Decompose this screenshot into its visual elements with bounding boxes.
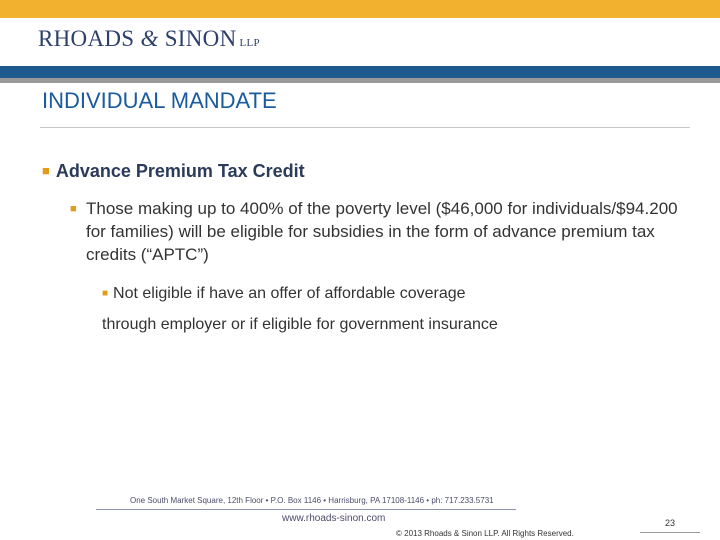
logo-word-sinon: SINON: [164, 26, 237, 51]
page-number-underline: [640, 532, 700, 533]
square-bullet-icon: ■: [102, 288, 109, 299]
bullet-2-text: Those making up to 400% of the poverty level ($46,000 for individuals/$94.200 for families) will be eligible for subsidies in the form of advance premium tax credits (“APTC”): [86, 199, 678, 264]
bullet-3-line-2: through employer or if eligible for government insurance: [102, 316, 498, 333]
header-band-gray: [0, 78, 720, 83]
company-logo: [38, 26, 260, 52]
footer-address: One South Market Square, 12th Floor • P.O. Box 1146 • Harrisburg, PA 17108-1146 • ph: 717.233.5731: [130, 496, 494, 505]
title-divider: [40, 127, 690, 128]
footer-website-link[interactable]: www.rhoads-sinon.com: [282, 513, 386, 524]
square-bullet-icon: ■: [70, 203, 77, 215]
footer-divider: [96, 509, 516, 510]
top-accent-bar: [0, 0, 720, 18]
page-number: 23: [665, 518, 676, 528]
logo-word-rhoads: RHOADS: [38, 26, 135, 51]
bullet-level-2: [70, 197, 700, 266]
bullet-level-1: [42, 161, 305, 182]
bullet-3-line-1: [102, 278, 702, 309]
square-bullet-icon: ■: [42, 163, 50, 178]
slide-title: INDIVIDUAL MANDATE: [42, 88, 277, 113]
logo-suffix: LLP: [239, 37, 260, 49]
header-band-blue: [0, 66, 720, 78]
bullet-1-text: Advance Premium Tax Credit: [55, 161, 305, 181]
bullet-level-3: [102, 278, 702, 340]
copyright-notice: © 2013 Rhoads & Sinon LLP. All Rights Reserved.: [396, 529, 574, 538]
logo-ampersand: &: [140, 26, 159, 51]
bullet-3-text-1: Not eligible if have an offer of affordable coverage: [113, 285, 466, 302]
